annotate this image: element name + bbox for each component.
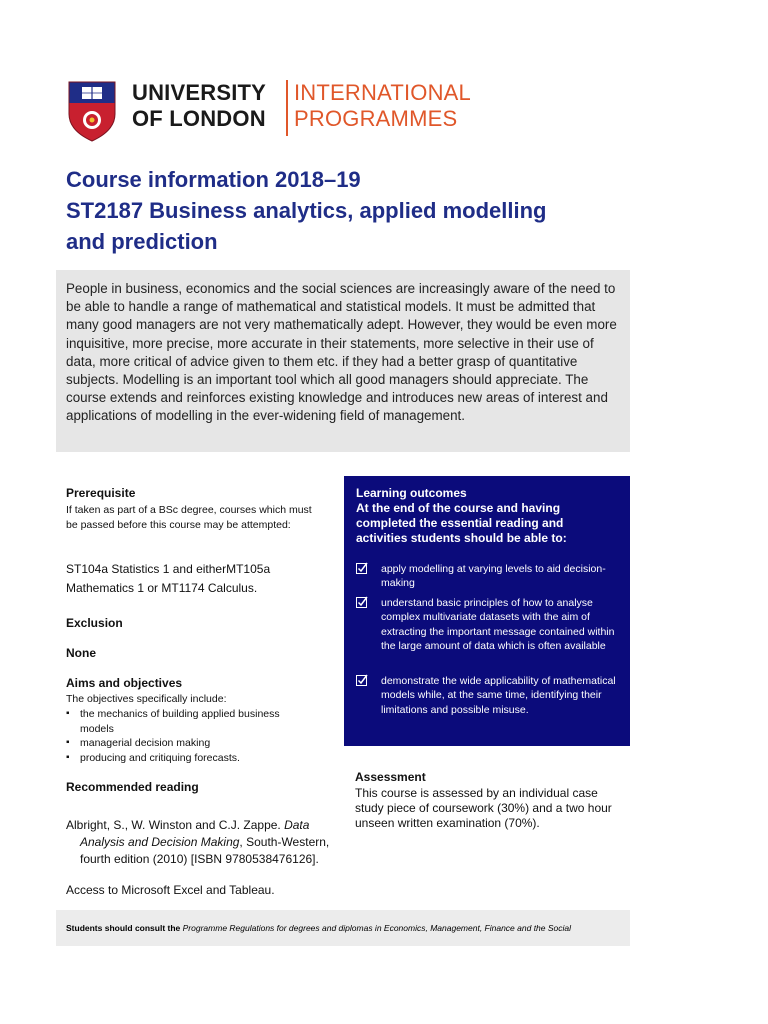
checkbox-checked-icon	[356, 562, 368, 574]
checkbox-checked-icon	[356, 674, 368, 686]
prerequisite-heading: Prerequisite	[66, 486, 136, 500]
reference-title: Data Analysis and Decision Making	[80, 818, 310, 849]
footer-regulations-title: Programme Regulations for degrees and diplomas in Economics, Management, Finance and the Social	[182, 923, 572, 933]
reference-details: , South-Western, fourth edition (2010) [ISBN 9780538476126].	[80, 835, 330, 866]
university-name-line2: OF LONDON	[132, 106, 266, 131]
intro-text: People in business, economics and the social sciences are increasingly aware of the need to be able to handle a range of mathematical and statistical models. It must be admitted that many good managers are not very mathematically adept. However, they would be even more inquisitive, more precise, more accurate in their statements, more selective in their use of data, more critical of advice given to them etc. if they had a better grasp of quantitative subjects. Modelling is an important tool which all good managers should appreciate. The course extends and reinforces existing knowledge and introduces new areas of interest and applications of modelling in the ever-widening field of management.	[66, 281, 617, 424]
title-line-2: ST2187 Business analytics, applied modelling	[66, 198, 547, 223]
intro-box	[56, 270, 630, 452]
prerequisite-line-2: Mathematics 1 or MT1174 Calculus.	[66, 581, 258, 595]
aims-list-item: ▪ the mechanics of building applied business models	[66, 707, 316, 736]
page-title	[66, 164, 646, 257]
footer-note	[56, 910, 630, 946]
programme-name-line1: INTERNATIONAL	[294, 80, 471, 105]
assessment-section	[355, 770, 625, 831]
prerequisite-note: If taken as part of a BSc degree, courses which must be passed before this course may be attempted:	[66, 504, 312, 531]
learning-outcomes-intro: At the end of the course and having completed the essential reading and activities students should be able to:	[356, 501, 567, 545]
learning-outcome-text: demonstrate the wide applicability of mathematical models while, at the same time, identifying their limitations and possible misuse.	[381, 675, 616, 716]
logo-divider	[286, 80, 288, 136]
assessment-text: This course is assessed by an individual case study piece of coursework (30%) and a two hour unseen written examination (70%).	[355, 786, 612, 830]
aims-list-item: ▪ managerial decision making	[66, 736, 316, 751]
aims-list	[66, 707, 316, 765]
reading-reference	[66, 817, 332, 868]
checkbox-checked-icon	[356, 596, 368, 608]
reference-authors: Albright, S., W. Winston and C.J. Zappe.	[66, 818, 285, 832]
university-logo	[64, 76, 484, 148]
programme-name-line2: PROGRAMMES	[294, 106, 458, 131]
university-name-line1: UNIVERSITY	[132, 80, 267, 105]
aims-list-item: ▪ producing and critiquing forecasts.	[66, 751, 316, 766]
footer-text	[66, 922, 571, 934]
title-line-3: and prediction	[66, 229, 218, 254]
programme-name	[294, 80, 471, 132]
aims-intro: The objectives specifically include:	[66, 693, 227, 705]
university-name	[132, 80, 266, 132]
learning-outcomes-box	[344, 476, 630, 746]
learning-outcome-text: understand basic principles of how to analyse complex multivariate datasets with the aim of extracting the important message contained within the large amount of data which is often available	[381, 597, 615, 652]
prerequisite-line-1: ST104a Statistics 1 and eitherMT105a	[66, 562, 271, 576]
footer-lead: Students should consult the	[66, 923, 183, 933]
exclusion-heading: Exclusion	[66, 616, 123, 630]
reading-heading: Recommended reading	[66, 780, 199, 794]
learning-outcome-text: apply modelling at varying levels to aid decision-making	[381, 563, 606, 590]
assessment-heading: Assessment	[355, 770, 426, 784]
learning-outcomes-heading: Learning outcomes	[356, 486, 467, 500]
university-crest-icon	[67, 80, 117, 142]
aims-heading: Aims and objectives	[66, 676, 183, 690]
exclusion-value: None	[66, 646, 96, 660]
software-access: Access to Microsoft Excel and Tableau.	[66, 883, 275, 897]
title-line-1: Course information 2018–19	[66, 167, 361, 192]
